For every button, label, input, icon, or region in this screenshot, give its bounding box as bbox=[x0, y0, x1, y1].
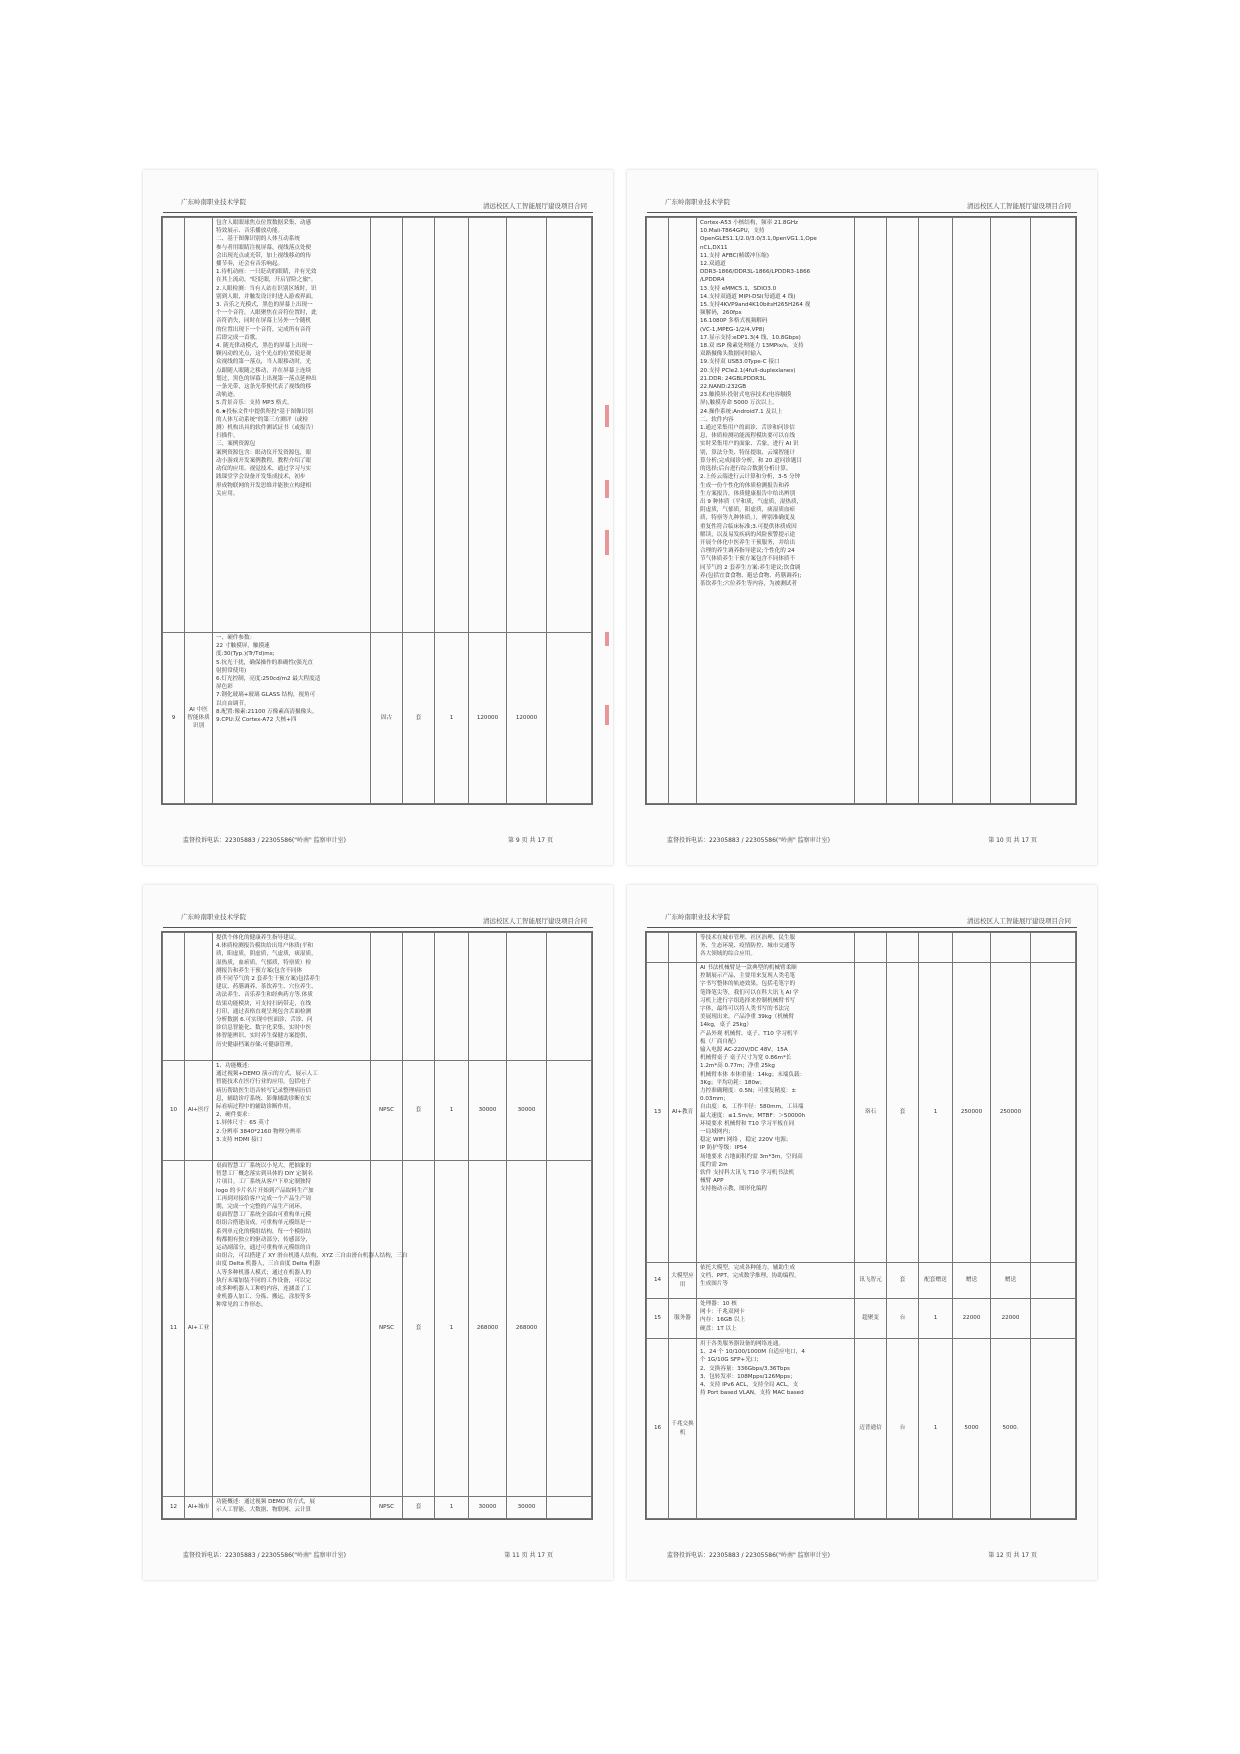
row-qty: 1 bbox=[435, 1497, 469, 1519]
row-unit: 套 bbox=[403, 633, 435, 804]
text-line: 片项目。工厂系统从客户下单定制独特 bbox=[216, 1179, 312, 1186]
text-line: 内存：16GB 以上 bbox=[700, 1317, 746, 1324]
text-line: 同节气的 2 套养生方案:养生建议;饮食调 bbox=[700, 564, 801, 571]
row-item-name: AI 中医智能体质识别 bbox=[185, 633, 213, 804]
text-line: 持 Port based VLAN，支持 MAC based bbox=[700, 1390, 804, 1397]
text-line: 生方案报告，体质健康报告中给出辨别 bbox=[700, 490, 796, 497]
text-line: 习机上进行字组选择来控制机械臂书写 bbox=[700, 997, 796, 1004]
text-line: 测报告和养生干预方案(包含不同体 bbox=[216, 967, 303, 974]
text-line: 2、硬件要求： bbox=[216, 1112, 254, 1119]
text-line: 械臂 APP bbox=[700, 1178, 724, 1185]
text-line: 分析数据 6.可实现中医面诊、舌诊、问 bbox=[216, 1017, 313, 1024]
text-line: 23.触摸屏:投射式电容技术(电容触摸 bbox=[700, 392, 792, 399]
text-line: 示人工智能、大数据、物联网、云计算 bbox=[216, 1507, 312, 1514]
text-line: 机械臂桌子 桌子尺寸为宽 0.86m*长 bbox=[700, 1055, 792, 1062]
text-line: 点跟随人眼随之移动，并在屏幕上连续 bbox=[216, 367, 312, 374]
text-line: 二、基于图像识别的人体互动系统 bbox=[216, 236, 300, 243]
row-price: 赠送 bbox=[953, 1263, 991, 1299]
text-line: 体智能辨识、实时养生保健方案提供， bbox=[216, 1033, 312, 1040]
header-school: 广东岭南职业技术学院 bbox=[181, 198, 246, 206]
text-line: 板（厂商自配） bbox=[700, 1038, 740, 1045]
row-item-name: AI+医疗 bbox=[185, 1061, 213, 1161]
text-line: DDR3-1866/DDR3L-1866/LPDDR3-1866 bbox=[700, 269, 811, 276]
text-line: 屏色彩 bbox=[216, 684, 233, 691]
row-total: 赠送 bbox=[991, 1263, 1031, 1299]
row-brand: 超聚变 bbox=[855, 1299, 887, 1339]
text-line: 的人体互动系统"的第三方测评（或检 bbox=[216, 416, 309, 423]
text-line: 际看病过程中的辅助诊断作用。 bbox=[216, 1104, 295, 1111]
table-row bbox=[163, 933, 592, 1061]
text-line: 组组合搭建而成，可重构单元模组是一 bbox=[216, 1220, 312, 1227]
seal-mark bbox=[605, 632, 609, 646]
text-line: 众视线的第一落点，当人眼移动时，光 bbox=[216, 359, 312, 366]
page-header bbox=[163, 188, 593, 213]
text-line: 实时采集用户的面象、舌象，进行 AI 识 bbox=[700, 441, 799, 448]
text-line: 结果功能模块，可支持扫码带走，在线 bbox=[216, 1000, 312, 1007]
text-line: 3. 音乐之光模式，黑色的屏幕上出现一 bbox=[216, 302, 313, 309]
page-header bbox=[163, 903, 593, 928]
row-total: 268000 bbox=[507, 1161, 547, 1497]
spec-table bbox=[645, 216, 1077, 805]
row-no: 13 bbox=[647, 963, 669, 1263]
page-number: 第 10 页 共 17 页 bbox=[988, 837, 1037, 844]
text-line: 历史健康档案存储;可健康管理。 bbox=[216, 1041, 297, 1048]
row-brand: 讯飞智元 bbox=[855, 1263, 887, 1299]
text-line: 20.支持 PCIe2.1(4full-duplexlanes) bbox=[700, 367, 796, 374]
text-line: 打印，通过表格直观呈现包含舌面检测 bbox=[216, 1008, 312, 1015]
seal-mark bbox=[605, 405, 609, 427]
text-line: logo 的卡片名片开始到产品取料生产加 bbox=[216, 1187, 314, 1194]
scanned-page-11 bbox=[143, 885, 613, 1580]
text-line: 度:30(Typ.)(Tr/Td)ms; bbox=[216, 651, 275, 658]
row-no: 14 bbox=[647, 1263, 669, 1299]
table-row bbox=[163, 1061, 592, 1161]
text-line: 4.体质检测报告模块给出用户体质(平和 bbox=[216, 943, 314, 950]
text-line: 扫描件。 bbox=[216, 433, 239, 440]
text-line: 11.支持 AFBC(帧缓冲压缩) bbox=[700, 252, 769, 259]
tech-content bbox=[213, 1061, 371, 1161]
text-line: 病历帮助医生语音转写记录整理病历信 bbox=[216, 1087, 312, 1094]
text-line: 二、软件内容 bbox=[700, 416, 734, 423]
text-line: 算分析;完成闻诊分析，和 20 道问诊题目 bbox=[700, 457, 803, 464]
text-line: 文档、PPT，完成数学推理，协助编程， bbox=[700, 1273, 800, 1280]
seal-mark bbox=[605, 480, 609, 498]
text-line: 播节奏，还会有音乐响起。 bbox=[216, 261, 284, 268]
text-line: 3.支持 HDMI 接口 bbox=[216, 1136, 263, 1143]
text-line: 特效展示、音乐播放功能。 bbox=[216, 228, 284, 235]
row-total: 22000 bbox=[991, 1299, 1031, 1339]
spec-table bbox=[161, 931, 593, 1520]
row-no: 9 bbox=[163, 633, 185, 804]
text-line: 生成图片等 bbox=[700, 1281, 728, 1288]
text-line: 1.2m*高 0.77m；净重 25kg bbox=[700, 1063, 775, 1070]
text-line: 划过，黑色的屏幕上出现第一落点延伸出 bbox=[216, 375, 317, 382]
text-line: 通过视频+DEMO 演示的方式，展示人工 bbox=[216, 1071, 318, 1078]
text-line: 13.支持 eMMC5.1，SDIO3.0 bbox=[700, 285, 777, 292]
text-line: 种常见的工作形态。 bbox=[216, 1302, 267, 1309]
tech-content bbox=[213, 218, 371, 633]
text-line: 构都拥有独立的驱动部分，传感部分， bbox=[216, 1236, 312, 1243]
text-line: 处理器：10 核 bbox=[700, 1301, 737, 1307]
text-line: 24.操作系统:Android7.1 及以上 bbox=[700, 408, 783, 415]
text-line: 开展个体化中医养生干预服务，并给出 bbox=[700, 539, 796, 546]
text-line: 人等多种机器人模式；通过在机器人的 bbox=[216, 1269, 312, 1276]
text-line: 生成一份个性化的体质检测报告和养 bbox=[700, 482, 790, 489]
text-line: 软件 支持科大讯飞 T10 学习机书法机 bbox=[700, 1170, 795, 1177]
text-line: 14.支持双通道 MIPI-DSI(每通道 4 线) bbox=[700, 293, 796, 300]
text-line: 等技术在城市管理、社区治理、民生服 bbox=[700, 935, 796, 941]
text-line: 12.双通道 bbox=[700, 261, 726, 268]
row-total: 30000 bbox=[507, 1497, 547, 1519]
text-line: 1、功能概述： bbox=[216, 1063, 254, 1069]
text-line: 由组合，可以搭建了 XY 滑台机器人结构，XYZ 三自由滑台机器人结构，三自 bbox=[216, 1253, 408, 1260]
header-school: 广东岭南职业技术学院 bbox=[665, 913, 730, 921]
row-no: 10 bbox=[163, 1061, 185, 1161]
text-line: 产品外观 机械臂、桌子、T10 学习机平 bbox=[700, 1030, 798, 1037]
row-price: 22000 bbox=[953, 1299, 991, 1339]
page-number: 第 12 页 共 17 页 bbox=[988, 1552, 1037, 1559]
text-line: 期，完成一个完整的产品生产闭环。 bbox=[216, 1204, 306, 1211]
row-qty: 1 bbox=[435, 633, 469, 804]
spec-table bbox=[161, 216, 593, 805]
text-line: 的位置出现下一个音符，完成所有音符 bbox=[216, 326, 312, 333]
text-line: 阴虚质，气郁质，阳虚质，痰湿质血瘀 bbox=[700, 507, 796, 514]
text-line: 颗闪动的光点，这个光点的位置使是观 bbox=[216, 351, 312, 358]
footer-supervision: 监督投诉电话：22305883 / 22305586("岭南" 监察审计室) bbox=[183, 837, 347, 844]
row-price: 120000 bbox=[469, 633, 507, 804]
page-number: 第 9 页 共 17 页 bbox=[508, 837, 553, 844]
row-brand: 固古 bbox=[371, 633, 403, 804]
table-row bbox=[647, 933, 1076, 963]
text-line: 后即完成一首歌。 bbox=[216, 334, 261, 341]
text-line: 息，辅助诊疗系统、影像辅助诊断在实 bbox=[216, 1095, 312, 1102]
text-line: 案例资源包含：眼动仪开发资源包，眼 bbox=[216, 449, 312, 456]
text-line: 合理的养生调养指导建议;个性化的 24 bbox=[700, 548, 795, 555]
row-item-name: 服务器 bbox=[669, 1299, 697, 1339]
text-line: 个一个音符，人眼聚焦在音符位置时，此 bbox=[216, 310, 317, 317]
text-line: 诊信息智能化、数字化采集，实时中医 bbox=[216, 1025, 312, 1032]
text-line: 功能概述：通过视频 DEMO 的方式，展 bbox=[216, 1499, 315, 1505]
text-line: 动轨迹。 bbox=[216, 392, 239, 399]
row-qty: 1 bbox=[435, 1061, 469, 1161]
text-line: 15.支持4KVP9and4K10bitsH265H264 视 bbox=[700, 302, 811, 309]
tech-content bbox=[697, 963, 855, 1263]
text-line: 10.Mali-T864GPU，支持 bbox=[700, 228, 765, 235]
text-line: 0.03mm； bbox=[700, 1096, 729, 1103]
header-school: 广东岭南职业技术学院 bbox=[181, 913, 246, 921]
text-line: 力控准确精度：0.5N；可重复精度：± bbox=[700, 1088, 797, 1095]
text-line: 智能技术在医疗行业的应用，包括电子 bbox=[216, 1079, 312, 1086]
text-line: 机械臂本体 本体重量：14kg；末端负载： bbox=[700, 1071, 806, 1078]
seal-mark bbox=[605, 705, 609, 725]
text-line: 桌面智慧工厂系统全部由可重构单元模 bbox=[216, 1212, 312, 1219]
text-line: 1、24 个 10/100/1000M 自适应电口，4 bbox=[700, 1349, 805, 1356]
text-line: 在其上流动，"眨眨眼，开启冒险之旅"。 bbox=[216, 277, 317, 284]
text-line: nCL,DX11 bbox=[700, 244, 728, 251]
page-header bbox=[647, 188, 1077, 213]
text-line: 音符消失，同时在屏幕上另外一个随机 bbox=[216, 318, 312, 325]
text-line: 别到人眼，并触发设计时进入游戏界面。 bbox=[216, 293, 317, 300]
text-line: 3Kg；平均功耗：180w； bbox=[700, 1079, 766, 1086]
tech-content bbox=[697, 1263, 855, 1299]
text-line: OpenGLES1.1/2.0/3.0/3.1,0penVG1.1,Ope bbox=[700, 236, 817, 243]
text-line: 4. 随光律动模式，黑色的屏幕上出现一 bbox=[216, 343, 313, 350]
tech-content bbox=[213, 1497, 371, 1519]
tech-content bbox=[697, 933, 855, 963]
text-line: 2.人眼检测：当有人站在识别区域时，识 bbox=[216, 285, 317, 292]
text-line: 成多种机器人工种的内容，连涵盖了工 bbox=[216, 1286, 312, 1293]
footer-supervision: 监督投诉电话：22305883 / 22305586("岭南" 监察审计室) bbox=[667, 1552, 831, 1559]
scanned-page-9 bbox=[143, 170, 613, 865]
row-no: 11 bbox=[163, 1161, 185, 1497]
header-contract-title: 清远校区人工智能展厅建设项目合同 bbox=[967, 202, 1071, 210]
row-price: 30000 bbox=[469, 1497, 507, 1519]
row-no: 15 bbox=[647, 1299, 669, 1339]
text-line: 的选择;后台进行综合数据分析计算。 bbox=[700, 466, 792, 473]
text-line: 2、交换容量：336Gbps/3.36Tbps bbox=[700, 1365, 790, 1372]
text-line: 运动副部分，通过可重构单元模组的自 bbox=[216, 1245, 312, 1252]
text-line: 智慧工厂概念落实到具体的 DIY 定制名 bbox=[216, 1171, 313, 1178]
row-brand: NPSC bbox=[371, 1497, 403, 1519]
row-price: 268000 bbox=[469, 1161, 507, 1497]
text-line: 质，阳虚质，阴虚质，气虚质，痰湿质， bbox=[216, 951, 317, 958]
text-line: 参与者用眼睛注视屏幕，视线落点处便 bbox=[216, 244, 312, 251]
text-line: 养(包括宜食食物、避忌食物、药膳调养); bbox=[700, 572, 802, 579]
text-line: 1.待机动画：一只眨动的眼睛，并有光效 bbox=[216, 269, 317, 276]
text-line: 6.灯光控制，亮度:250cd/m2 最大程度适 bbox=[216, 676, 321, 683]
text-line: 个 1G/10G SFP+光口； bbox=[700, 1357, 762, 1364]
row-qty: 1 bbox=[435, 1161, 469, 1497]
text-line: 支持拖动示教，图形化编程 bbox=[700, 1186, 768, 1193]
text-line: 质不同节气的 2 套养生干预方案)包括养生 bbox=[216, 976, 321, 983]
table-row bbox=[647, 218, 1076, 804]
text-line: 6.★投标文件中提供所投"基于图像识别 bbox=[216, 408, 313, 415]
text-line: 2.分辨率 3840*2160 物理分辨率 bbox=[216, 1128, 301, 1135]
text-line: 笔锋笔尖等，我们可以在科大讯飞 AI 学 bbox=[700, 989, 799, 996]
text-line: 网卡：千兆双网卡 bbox=[700, 1309, 745, 1316]
table-row bbox=[163, 218, 592, 633]
scanned-page-10 bbox=[627, 170, 1097, 865]
text-line: 解读，以及易发疾病的风险预警提示途 bbox=[700, 531, 796, 538]
text-line: /LPDDR4 bbox=[700, 277, 725, 284]
text-line: 硬盘：1T 以上 bbox=[700, 1325, 737, 1332]
text-line: 19.支持双 USB3.0Type-C 接口 bbox=[700, 359, 780, 366]
text-line: 工再到对接给客户完成一个产品生产周 bbox=[216, 1195, 312, 1202]
tech-content bbox=[697, 1299, 855, 1339]
table-row bbox=[647, 1339, 1076, 1519]
row-qty: 配套赠送 bbox=[919, 1263, 953, 1299]
text-line: 22 寸触摸屏，触摸速 bbox=[216, 643, 270, 650]
scanned-page-12 bbox=[627, 885, 1097, 1580]
row-unit: 套 bbox=[403, 1497, 435, 1519]
text-line: 动法养生、音乐养生和经典药方等.体质 bbox=[216, 992, 313, 999]
text-line: 测）机构出具的软件测试证书（或报告） bbox=[216, 425, 317, 432]
text-line: 字书写整体的轨迹效果，包括毛笔字的 bbox=[700, 981, 796, 988]
row-unit: 套 bbox=[403, 1161, 435, 1497]
text-line: 会出现光点或光带，加上视线移动的传 bbox=[216, 252, 312, 259]
row-unit: 台 bbox=[887, 1299, 919, 1339]
text-line: 系列单元化的模组结构，每一个模组结 bbox=[216, 1228, 312, 1235]
text-line: 21.DDR: 24GBLPDDR3L bbox=[700, 375, 766, 382]
row-total: 30000 bbox=[507, 1061, 547, 1161]
row-brand: NPSC bbox=[371, 1061, 403, 1161]
text-line: 息，体质检测功能流程模块要可以在线 bbox=[700, 433, 796, 440]
text-line: 业机器人加工、分拣、搬运，涂胶等多 bbox=[216, 1294, 312, 1301]
table-row bbox=[647, 1299, 1076, 1339]
text-line: 包含人眼眼球焦点位置数据采集、动感 bbox=[216, 220, 312, 226]
table-row bbox=[163, 633, 592, 804]
text-line: 质，特禀等九种体质。），辨别准确度及 bbox=[700, 515, 796, 522]
header-contract-title: 清远校区人工智能展厅建设项目合同 bbox=[483, 202, 587, 210]
text-line: 务、生态环境、疫情防控、城市交通等 bbox=[700, 943, 796, 950]
text-line: 1.屏体尺寸：65 英寸 bbox=[216, 1120, 270, 1127]
row-item-name: AI+教育 bbox=[669, 963, 697, 1263]
text-line: 5.抗光干扰，确保操作的准确性(强光直 bbox=[216, 659, 314, 666]
text-line: 建议、药膳调养、茶饮养生、穴位养生、 bbox=[216, 984, 317, 991]
text-line: 由度 Delta 机器人，三自由度 Delta 机器 bbox=[216, 1261, 321, 1268]
tech-content bbox=[213, 933, 371, 1061]
text-line: 形成物联网的开发思维并能独立构建相 bbox=[216, 482, 312, 489]
tech-content bbox=[697, 1339, 855, 1519]
text-line: 执行末端加装不同的工作设备，可以完 bbox=[216, 1277, 312, 1284]
row-total: 250000 bbox=[991, 963, 1031, 1263]
text-line: 3、包转发率：108Mpps/126Mpps； bbox=[700, 1373, 796, 1380]
row-total: 120000 bbox=[507, 633, 547, 804]
text-line: (VC-1,MPEG-1/2/4,VP8) bbox=[700, 326, 765, 333]
text-line: 环境要求 机械臂和 T10 学习平板在同 bbox=[700, 1120, 795, 1127]
row-item-name: AI+城市 bbox=[185, 1497, 213, 1519]
header-contract-title: 清远校区人工智能展厅建设项目合同 bbox=[967, 917, 1071, 925]
text-line: 美展现出来。产品净重 39kg（机械臂 bbox=[700, 1014, 794, 1021]
row-price: 5000 bbox=[953, 1339, 991, 1519]
text-line: 场地要求 占地面积约需 3m*3m，空间高 bbox=[700, 1153, 803, 1160]
text-line: 依托大模型，完成各种能力，辅助生成 bbox=[700, 1265, 796, 1271]
text-line: 字体，最终可以将人类书写的书法完 bbox=[700, 1006, 790, 1013]
table-row bbox=[163, 1497, 592, 1519]
text-line: 频解码，260fps bbox=[700, 310, 742, 317]
text-line: 出 9 种体质（平和质，气虚质，湿热质， bbox=[700, 498, 803, 505]
text-line: 动仪的应用、视觉技术，通过学习与实 bbox=[216, 466, 312, 473]
row-brand: NPSC bbox=[371, 1161, 403, 1497]
row-no: 16 bbox=[647, 1339, 669, 1519]
table-row bbox=[647, 963, 1076, 1263]
text-line: 节气体质养生干预方案包含不同体质不 bbox=[700, 556, 796, 563]
row-qty: 1 bbox=[919, 963, 953, 1263]
text-line: 度约需 2m bbox=[700, 1161, 728, 1168]
row-price: 30000 bbox=[469, 1061, 507, 1161]
text-line: 14kg，桌子 25kg） bbox=[700, 1022, 752, 1029]
table-row bbox=[647, 1263, 1076, 1299]
text-line: 22.NAND:232GB bbox=[700, 384, 747, 391]
text-line: 以自由调节。 bbox=[216, 700, 250, 707]
text-line: 一、硬件参数： bbox=[216, 635, 256, 641]
text-line: 提供个体化的健康养生指导建议。 bbox=[216, 935, 300, 941]
row-brand: 迈普通信 bbox=[855, 1339, 887, 1519]
text-line: 重复性符合临床标准;3.可提供体质成因 bbox=[700, 523, 797, 530]
row-brand: 珞石 bbox=[855, 963, 887, 1263]
tech-content bbox=[213, 633, 371, 804]
table-row bbox=[163, 1161, 592, 1497]
text-line: 控制展示产品，主要用来复现人类毛笔 bbox=[700, 973, 796, 980]
page-header bbox=[647, 903, 1077, 928]
text-line: 8.配置:像素:21100 万像素高清摄像头。 bbox=[216, 708, 318, 715]
text-line: 7.钢化玻璃+玻璃 GLASS 结构，视角可 bbox=[216, 692, 316, 699]
row-qty: 1 bbox=[919, 1299, 953, 1339]
tech-content bbox=[697, 218, 855, 804]
row-no: 12 bbox=[163, 1497, 185, 1519]
footer-supervision: 监督投诉电话：22305883 / 22305586("岭南" 监察审计室) bbox=[183, 1552, 347, 1559]
text-line: 一局域网内； bbox=[700, 1129, 734, 1136]
text-line: 9.CPU:双 Cortex-A72 大核+四 bbox=[216, 717, 297, 724]
row-item-name: 千兆交换机 bbox=[669, 1339, 697, 1519]
text-line: 三、案例资源包 bbox=[216, 441, 256, 448]
row-item-name: AI+工业 bbox=[185, 1161, 213, 1497]
text-line: 自由度：6，工作半径：580mm，工具端 bbox=[700, 1104, 804, 1111]
text-line: 2.上传云端进行云计算和分析，3-5 分钟 bbox=[700, 474, 801, 481]
text-line: 践课堂学会设备开发集成技术，初步 bbox=[216, 474, 306, 481]
text-line: 射照常使用) bbox=[216, 667, 247, 674]
seal-mark bbox=[605, 530, 609, 555]
text-line: 最大速度：≤1.5m/s；MTBF：＞50000h bbox=[700, 1112, 806, 1119]
text-line: Cortex-A53 小核结构，频率 21.8GHz bbox=[700, 220, 798, 226]
row-total: 5000. bbox=[991, 1339, 1031, 1519]
row-unit: 台 bbox=[887, 1339, 919, 1519]
text-line: 4、支持 IPv6 ACL，支持全局 ACL，支 bbox=[700, 1382, 799, 1389]
text-line: 屏),触摸寿命 5000 万次以上。 bbox=[700, 400, 778, 407]
text-line: 桌面智慧工厂系统以小见大，把抽象的 bbox=[216, 1163, 312, 1169]
page-number: 第 11 页 共 17 页 bbox=[504, 1552, 553, 1559]
text-line: 双路摄像头数据同时输入 bbox=[700, 351, 762, 358]
row-unit: 套 bbox=[403, 1061, 435, 1161]
row-price: 250000 bbox=[953, 963, 991, 1263]
footer-supervision: 监督投诉电话：22305883 / 22305586("岭南" 监察审计室) bbox=[667, 837, 831, 844]
spec-table bbox=[645, 931, 1077, 1520]
text-line: 稳定 WIFI 网络 ，稳定 220V 电源； bbox=[700, 1137, 792, 1144]
row-unit: 套 bbox=[887, 963, 919, 1263]
text-line: 一条光带，这条光带便代表了视线的移 bbox=[216, 384, 312, 391]
text-line: 1.通过采集用户的面诊、舌诊和问诊信 bbox=[700, 425, 795, 432]
text-line: AI 书法机械臂是一款典型的机械臂柔顺 bbox=[700, 965, 797, 971]
text-line: 别，算法分类、特征提取、云端智能计 bbox=[700, 449, 796, 456]
header-school: 广东岭南职业技术学院 bbox=[665, 198, 730, 206]
row-unit: 套 bbox=[887, 1263, 919, 1299]
row-item-name: 大模型应用 bbox=[669, 1263, 697, 1299]
text-line: 用于各类服务器设备的网络连通。 bbox=[700, 1341, 784, 1347]
text-line: 输入电源 AC-220V/DC 48V，15A bbox=[700, 1047, 788, 1054]
text-line: 各大领域的综合应用。 bbox=[700, 951, 756, 958]
header-contract-title: 清远校区人工智能展厅建设项目合同 bbox=[483, 917, 587, 925]
text-line: 18.双 ISP 像素处理能力 13MPix/s，支持 bbox=[700, 343, 804, 350]
text-line: 湿热质，血瘀质，气郁质，特禀质）检 bbox=[216, 959, 312, 966]
row-qty: 1 bbox=[919, 1339, 953, 1519]
text-line: 茶饮养生;穴位养生等内容，为被测试者 bbox=[700, 580, 797, 587]
text-line: 17.显示支持:eDP1.3(4 线，10.8Gbps) bbox=[700, 334, 801, 341]
text-line: IP 防护等级：IP54 bbox=[700, 1145, 747, 1152]
text-line: 5.背景音乐：支持 MP3 格式。 bbox=[216, 400, 293, 407]
text-line: 16.1080P 多格式视频解码 bbox=[700, 318, 768, 325]
text-line: 动小游戏开发案例教程，教程介绍了眼 bbox=[216, 457, 312, 464]
text-line: 关应用。 bbox=[216, 490, 239, 497]
